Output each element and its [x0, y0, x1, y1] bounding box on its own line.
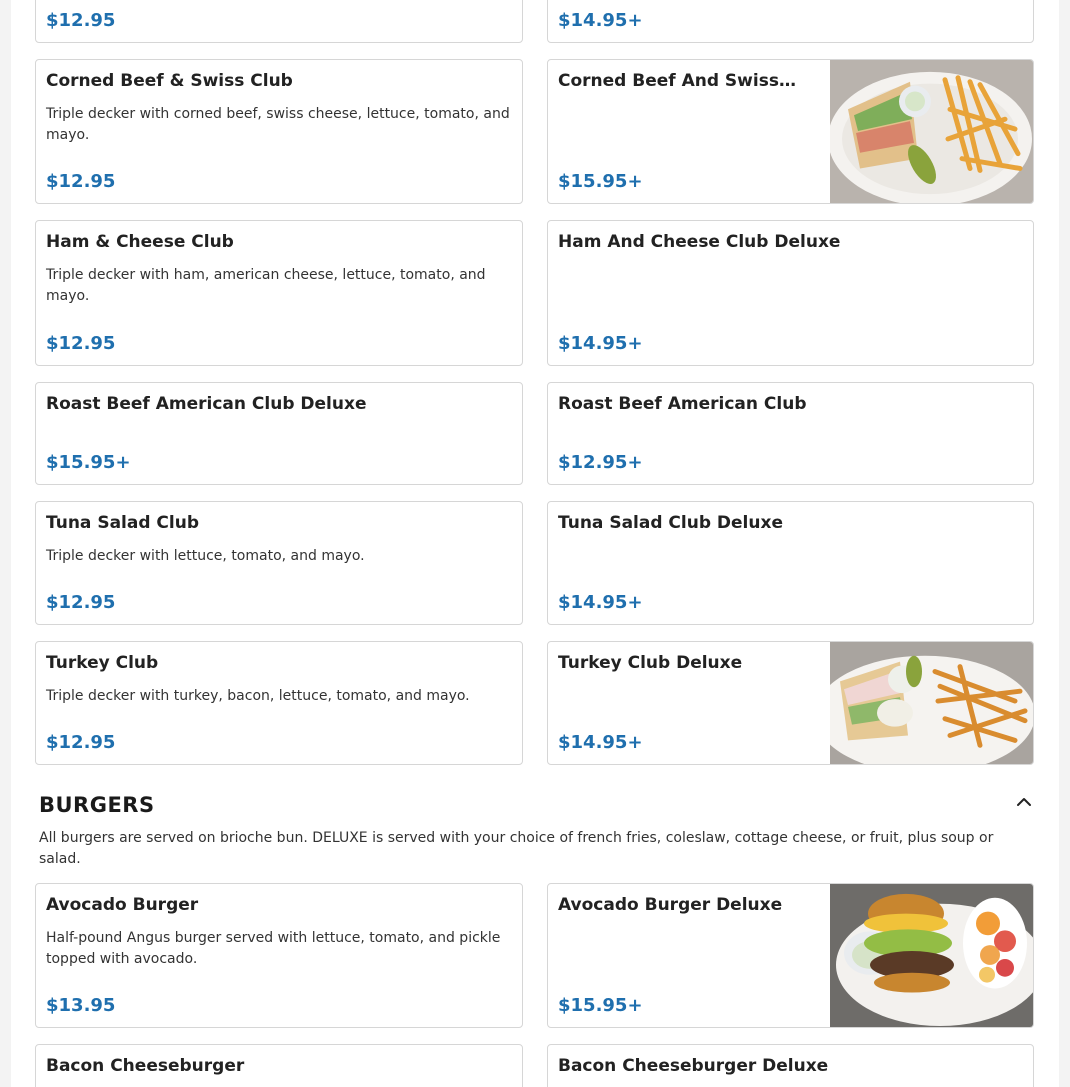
menu-page — [11, 0, 1059, 1087]
avocado-burger-photo — [830, 884, 1033, 1027]
item-price: $15.95+ — [46, 452, 131, 473]
menu-item-card[interactable] — [35, 220, 523, 366]
item-price: $12.95 — [46, 592, 116, 613]
item-price: $14.95+ — [558, 592, 643, 613]
section-title: BURGERS — [39, 793, 155, 817]
menu-item-card[interactable] — [547, 220, 1034, 366]
item-description: Triple decker with ham, american cheese, lettuce, tomato, and mayo. — [46, 267, 486, 304]
item-price: $12.95 — [46, 333, 116, 354]
menu-item-card[interactable] — [35, 382, 523, 485]
item-name: Roast Beef American Club Deluxe — [46, 394, 367, 414]
turkey-club-fries-photo — [830, 642, 1033, 764]
item-description: Triple decker with lettuce, tomato, and mayo. — [46, 548, 365, 564]
item-price: $14.95+ — [558, 10, 643, 31]
item-name: Corned Beef And Swiss… — [558, 71, 796, 91]
item-price: $14.95+ — [558, 333, 643, 354]
item-price: $15.95+ — [558, 995, 643, 1016]
item-description: Triple decker with turkey, bacon, lettuce, tomato, and mayo. — [46, 688, 470, 704]
club-items-grid — [35, 0, 1034, 765]
item-price: $14.95+ — [558, 732, 643, 753]
menu-item-card[interactable] — [547, 641, 1034, 765]
menu-item-card[interactable] — [35, 641, 523, 765]
section-description: All burgers are served on brioche bun. DELUXE is served with your choice of french fries, coleslaw, cottage cheese, or fruit, plus soup or salad. — [39, 830, 994, 867]
menu-item-card[interactable] — [35, 0, 523, 43]
item-price: $15.95+ — [558, 171, 643, 192]
menu-item-card[interactable] — [35, 501, 523, 625]
menu-item-card[interactable] — [547, 59, 1034, 204]
item-name: Bacon Cheeseburger Deluxe — [558, 1056, 829, 1076]
item-name: Avocado Burger — [46, 895, 199, 915]
menu-item-card[interactable] — [547, 1044, 1034, 1087]
menu-item-card[interactable] — [547, 883, 1034, 1028]
menu-item-card[interactable] — [35, 1044, 523, 1087]
item-description: Half-pound Angus burger served with lettuce, tomato, and pickle topped with avocado. — [46, 930, 501, 967]
item-name: Tuna Salad Club Deluxe — [558, 513, 783, 533]
menu-item-card[interactable] — [547, 501, 1034, 625]
item-name: Corned Beef & Swiss Club — [46, 71, 293, 91]
chevron-up-icon[interactable] — [1013, 792, 1035, 814]
item-name: Roast Beef American Club — [558, 394, 807, 414]
item-name: Tuna Salad Club — [46, 513, 199, 533]
item-name: Ham & Cheese Club — [46, 232, 234, 252]
burgers-section-header[interactable] — [39, 792, 1035, 822]
item-price: $12.95+ — [558, 452, 643, 473]
burger-items-grid — [35, 883, 1034, 1087]
club-sandwich-fries-photo — [830, 60, 1033, 203]
menu-item-card[interactable] — [35, 59, 523, 204]
item-name: Turkey Club — [46, 653, 159, 673]
menu-item-card[interactable] — [547, 0, 1034, 43]
item-price: $12.95 — [46, 171, 116, 192]
item-description: Triple decker with corned beef, swiss cheese, lettuce, tomato, and mayo. — [46, 106, 510, 143]
item-name: Bacon Cheeseburger — [46, 1056, 245, 1076]
menu-item-card[interactable] — [35, 883, 523, 1028]
item-name: Turkey Club Deluxe — [558, 653, 743, 673]
item-price: $13.95 — [46, 995, 116, 1016]
item-price: $12.95 — [46, 10, 116, 31]
item-price: $12.95 — [46, 732, 116, 753]
item-name: Avocado Burger Deluxe — [558, 895, 783, 915]
item-name: Ham And Cheese Club Deluxe — [558, 232, 841, 252]
menu-item-card[interactable] — [547, 382, 1034, 485]
